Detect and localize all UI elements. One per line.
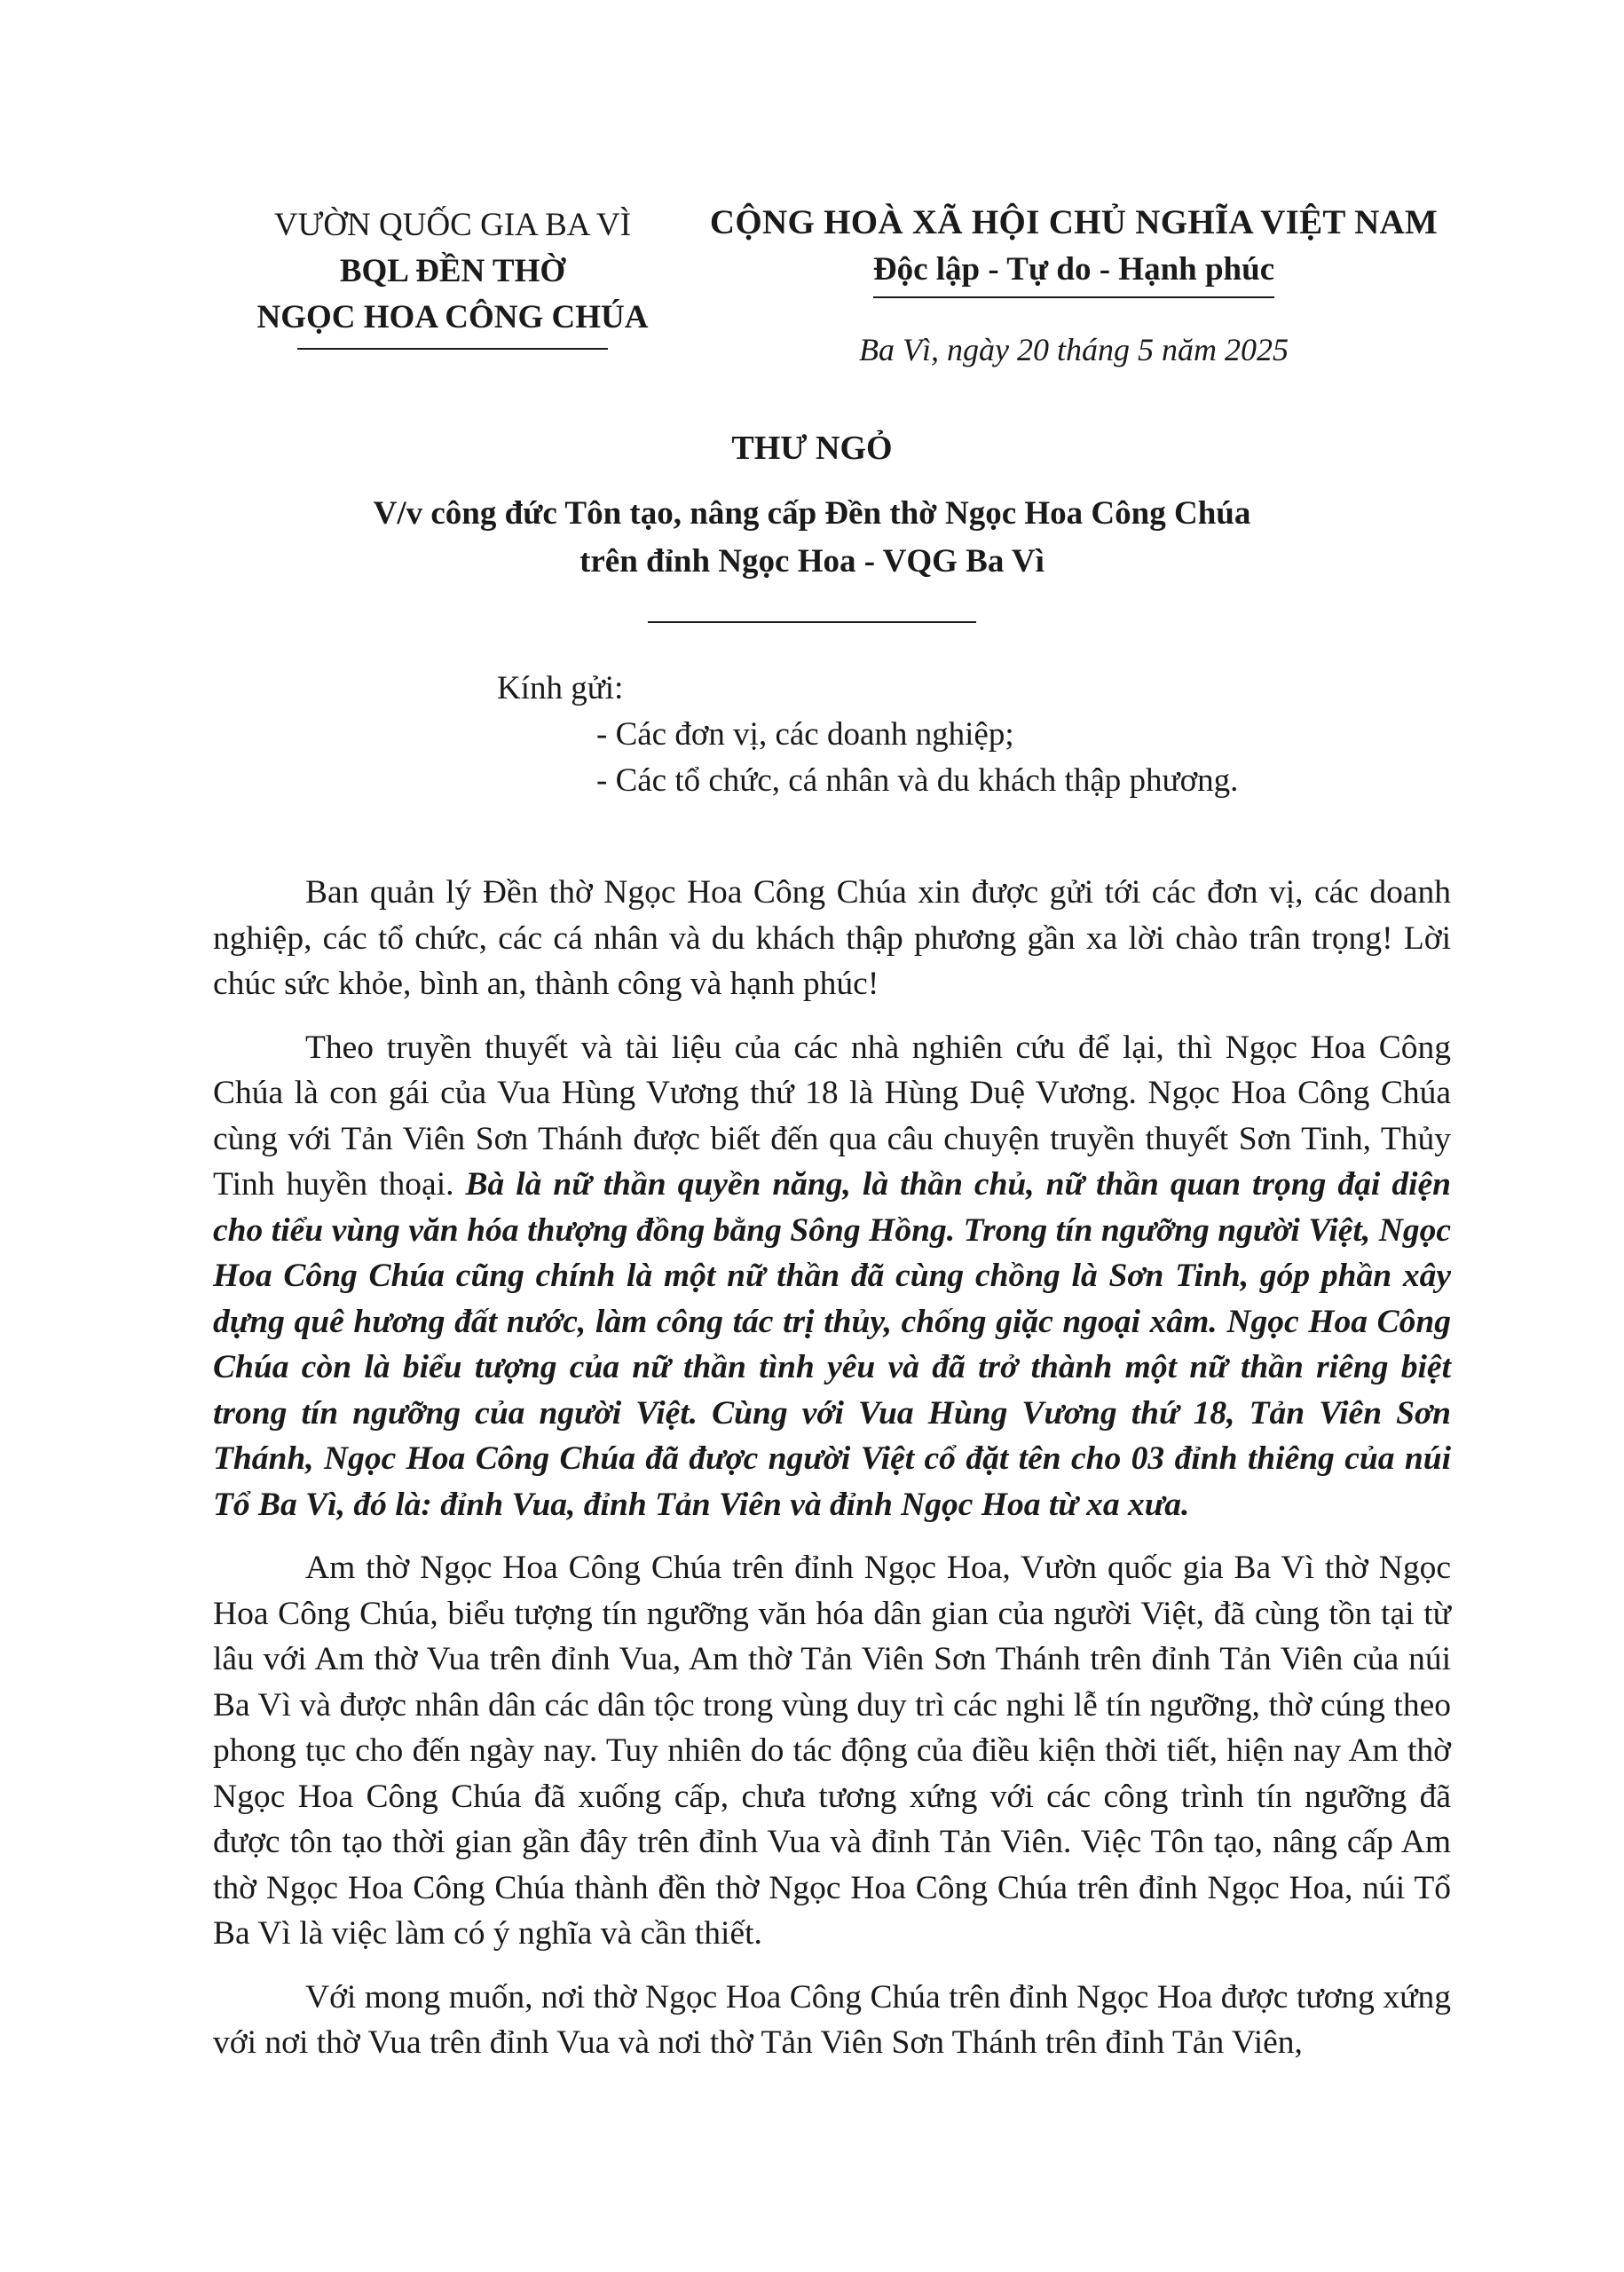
paragraph-legend-emphasis: Bà là nữ thần quyền năng, là thần chủ, nữ thần quan trọng đại diện cho tiểu vùng văn hóa thượng đồng bằng Sông Hồng. Trong tín ngưỡng người Việt, Ngọc Hoa Công Chúa cũng chính là một nữ thần đã cùng chồng là Sơn Tinh, góp phần xây dựng quê hương đất nước, làm công tác trị thủy, chống giặc ngoại xâm. Ngọc Hoa Công Chúa còn là biểu tượng của nữ thần tình yêu và đã trở thành một nữ thần riêng biệt trong tín ngưỡng của người Việt. Cùng với Vua Hùng Vương thứ 18, Tản Viên Sơn Thánh, Ngọc Hoa Công Chúa đã được người Việt cổ đặt tên cho 03 đỉnh thiêng của núi Tổ Ba Vì, đó là: đỉnh Vua, đỉnh Tản Viên và đỉnh Ngọc Hoa từ xa xưa. bbox=[213, 1166, 1451, 1523]
recipients-greeting: Kính gửi: bbox=[497, 670, 624, 706]
org-name-line2: BQL ĐỀN THỜ bbox=[339, 253, 566, 289]
document-title-block bbox=[266, 424, 1358, 623]
nation-name: CỘNG HOÀ XÃ HỘI CHỦ NGHĨA VIỆT NAM bbox=[709, 203, 1439, 241]
national-header bbox=[683, 199, 1464, 371]
paragraph-greeting: Ban quản lý Đền thờ Ngọc Hoa Công Chúa xin được gửi tới các đơn vị, các doanh nghiệp, các tổ chức, các cá nhân và du khách thập phương gần xa lời chào trân trọng! Lời chúc sức khỏe, bình an, thành công và hạnh phúc! bbox=[213, 874, 1451, 1002]
org-name-line1: VƯỜN QUỐC GIA BA VÌ bbox=[273, 207, 632, 243]
org-underline bbox=[297, 348, 608, 350]
org-name-line3: NGỌC HOA CÔNG CHÚA bbox=[256, 299, 649, 335]
recipients-block bbox=[497, 666, 1238, 804]
paragraph-wish: Với mong muốn, nơi thờ Ngọc Hoa Công Chúa trên đỉnh Ngọc Hoa được tương xứng với nơi thờ Vua trên đỉnh Vua và nơi thờ Tản Viên Sơn Thánh trên đỉnh Tản Viên, bbox=[213, 1978, 1451, 2061]
recipient-item: - Các đơn vị, các doanh nghiệp; bbox=[596, 716, 1014, 753]
issuing-organization bbox=[231, 202, 674, 350]
subject-line-2: trên đỉnh Ngọc Hoa - VQG Ba Vì bbox=[579, 543, 1045, 580]
paragraph-legend-regular: Theo truyền thuyết và tài liệu của các nhà nghiên cứu để lại, thì Ngọc Hoa Công Chúa là con gái của Vua Hùng Vương thứ 18 là Hùng Duệ Vương. Ngọc Hoa Công Chúa cùng với Tản Viên Sơn Thánh được biết đến qua câu chuyện truyền thuyết Sơn Tinh, Thủy Tinh huyền thoại. bbox=[213, 1029, 1451, 1203]
letter-body bbox=[213, 870, 1451, 2084]
title-divider bbox=[648, 621, 976, 623]
recipient-item: - Các tổ chức, cá nhân và du khách thập phương. bbox=[596, 762, 1239, 799]
paragraph-shrine: Am thờ Ngọc Hoa Công Chúa trên đỉnh Ngọc Hoa, Vườn quốc gia Ba Vì thờ Ngọc Hoa Công Chúa, biểu tượng tín ngưỡng văn hóa dân gian của người Việt, đã cùng tồn tại từ lâu với Am thờ Vua trên đỉnh Vua, Am thờ Tản Viên Sơn Thánh trên đỉnh Tản Viên của núi Ba Vì và được nhân dân các dân tộc trong vùng duy trì các nghi lễ tín ngưỡng, thờ cúng theo phong tục cho đến ngày nay. Tuy nhiên do tác động của điều kiện thời tiết, hiện nay Am thờ Ngọc Hoa Công Chúa đã xuống cấp, chưa tương xứng với các công trình tín ngưỡng đã được tôn tạo thời gian gần đây trên đỉnh Vua và đỉnh Tản Viên. Việc Tôn tạo, nâng cấp Am thờ Ngọc Hoa Công Chúa thành đền thờ Ngọc Hoa Công Chúa trên đỉnh Ngọc Hoa, núi Tổ Ba Vì là việc làm có ý nghĩa và cần thiết. bbox=[213, 1550, 1451, 1952]
subject-line-1: V/v công đức Tôn tạo, nâng cấp Đền thờ Ngọc Hoa Công Chúa bbox=[373, 495, 1251, 532]
place-date: Ba Vì, ngày 20 tháng 5 năm 2025 bbox=[859, 332, 1289, 367]
document-type: THƯ NGỎ bbox=[731, 430, 893, 467]
national-motto: Độc lập - Tự do - Hạnh phúc bbox=[873, 247, 1274, 298]
paragraph-legend bbox=[213, 1025, 1451, 1528]
